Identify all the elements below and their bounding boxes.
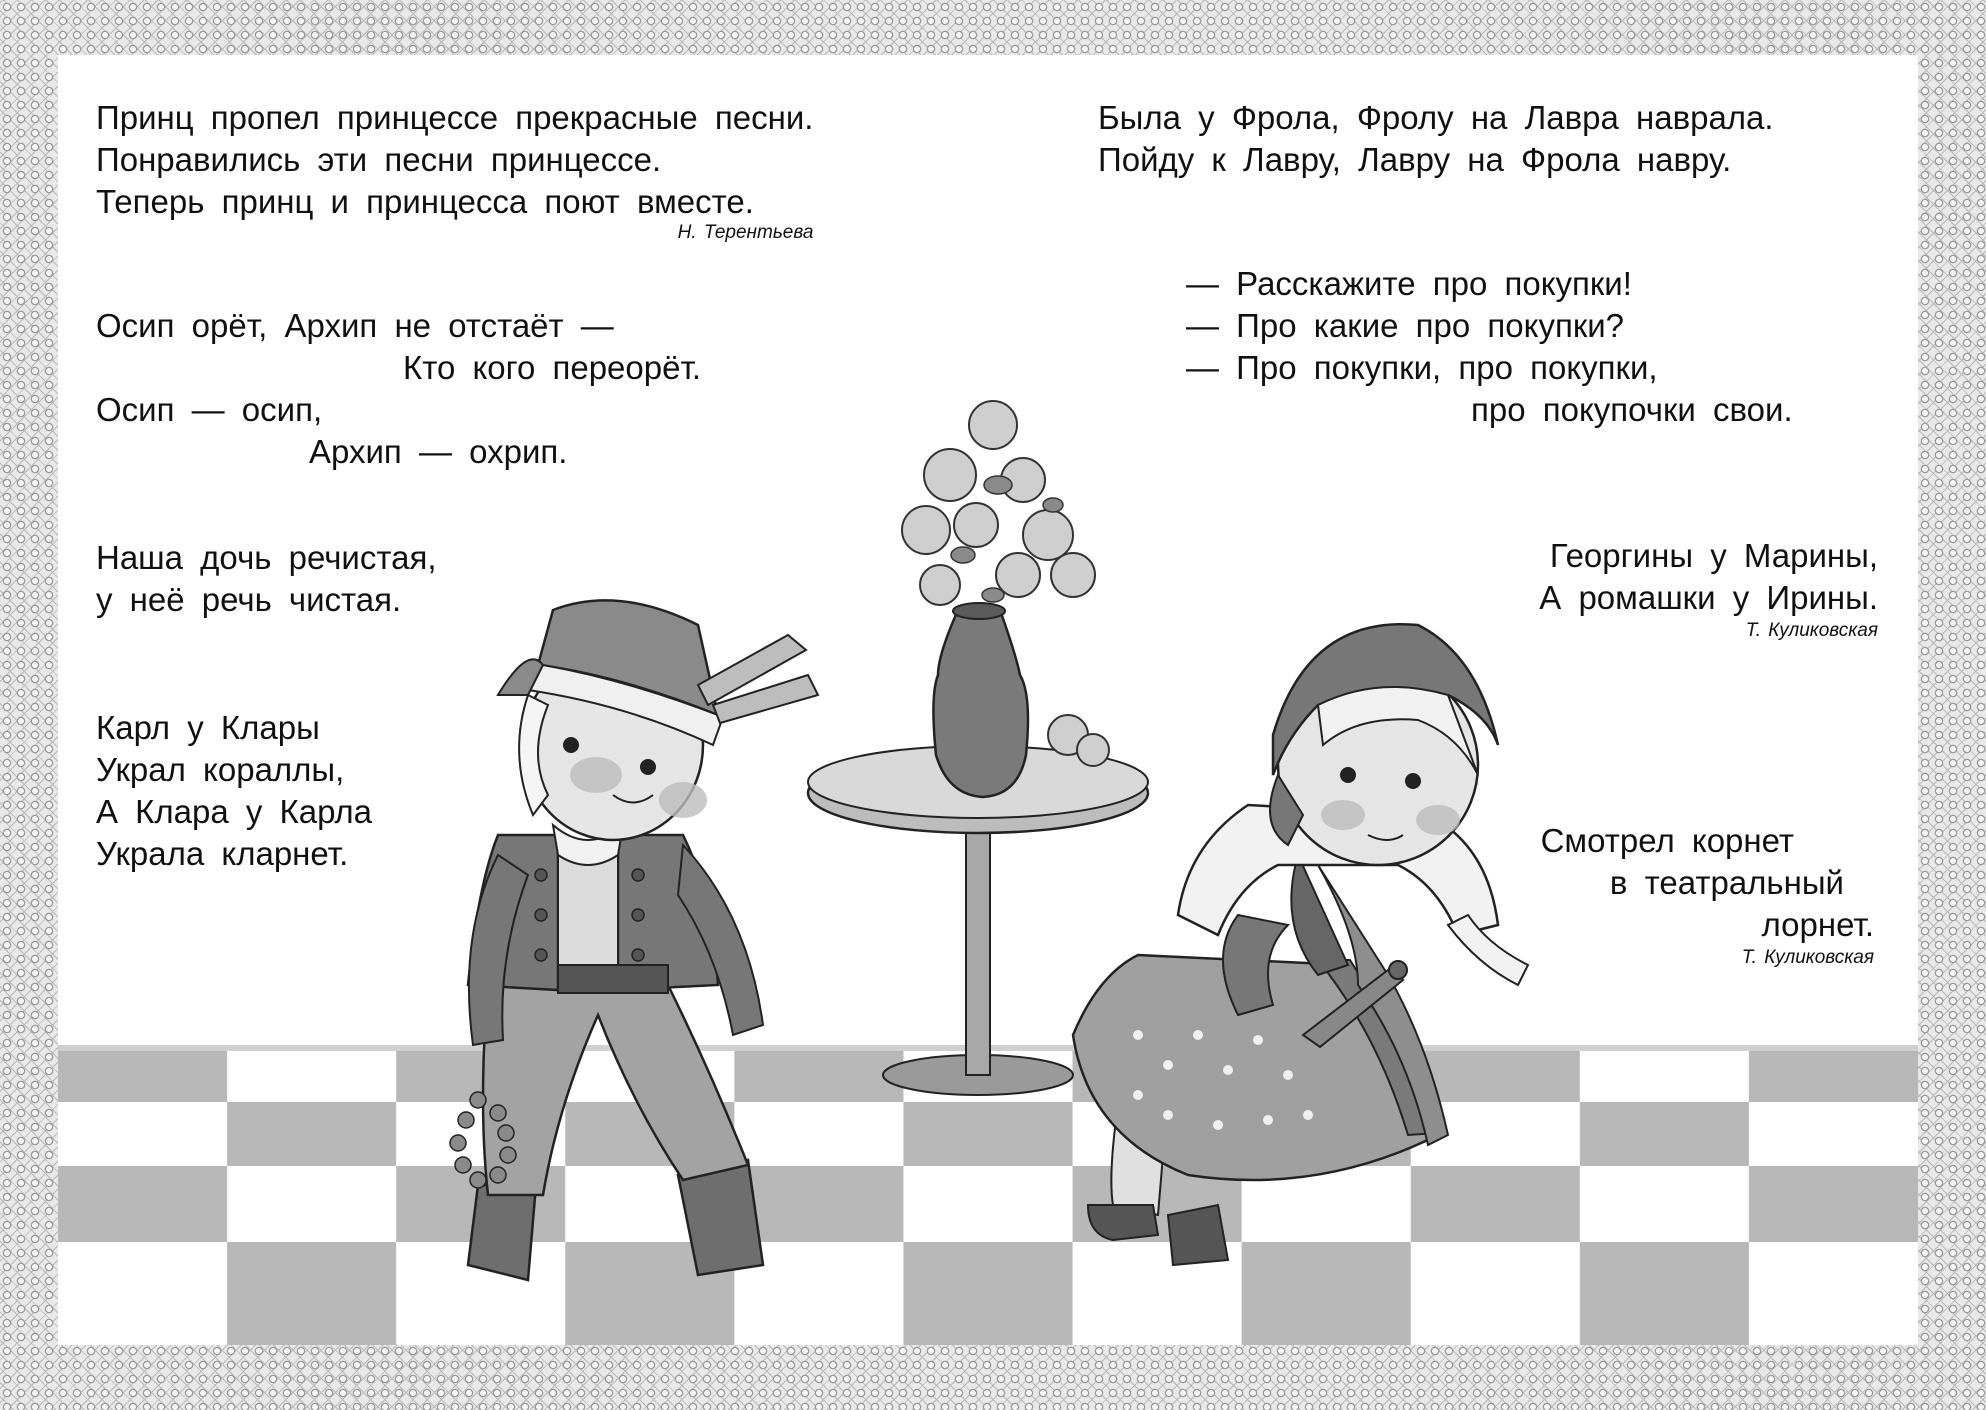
verse-line: в театральный	[1609, 864, 1844, 901]
verse-line: Георгины у Марины,	[1549, 537, 1878, 574]
verse-line: Была у Фрола, Фролу на Лавра наврала.	[1098, 99, 1774, 136]
verse-cornet	[1541, 820, 1874, 970]
verse-author: Т. Куликовская	[1745, 620, 1878, 641]
verse-line: Карл у Клары	[96, 709, 320, 746]
verse-line: лорнет.	[1761, 906, 1874, 943]
verse-line: про покупочки свои.	[1471, 391, 1793, 428]
illustration	[58, 55, 1918, 1345]
boy	[450, 600, 818, 1280]
verse-line: Теперь принц и принцесса поют вместе.	[96, 183, 754, 220]
verse-author: Т. Куликовская	[1741, 947, 1874, 968]
girl	[1073, 624, 1528, 1265]
verse-line: — Про покупки, про покупки,	[1186, 349, 1658, 386]
verse-line: Пойду к Лавру, Лавру на Фрола навру.	[1098, 141, 1732, 178]
verse-line: — Расскажите про покупки!	[1186, 265, 1632, 302]
verse-line: — Про какие про покупки?	[1186, 307, 1625, 344]
verse-line: А ромашки у Ирины.	[1539, 579, 1878, 616]
verse-daughter	[96, 537, 437, 621]
verse-line: Понравились эти песни принцессе.	[96, 141, 662, 178]
verse-karl	[96, 707, 372, 875]
verse-osip	[96, 305, 701, 473]
verse-line: Наша дочь речистая,	[96, 539, 437, 576]
verse-line: Осип орёт, Архип не отстаёт —	[96, 307, 614, 344]
verse-line: Украл кораллы,	[96, 751, 345, 788]
verse-prince	[96, 97, 813, 245]
verse-line: Смотрел корнет	[1540, 822, 1794, 859]
verse-author: Н. Терентьева	[677, 222, 814, 243]
flower-vase	[902, 401, 1109, 797]
verse-line: А Клара у Карла	[96, 793, 372, 830]
verse-dahlias	[1539, 535, 1878, 643]
verse-line: Украла кларнет.	[96, 835, 349, 872]
verse-frol	[1098, 97, 1774, 181]
verse-line: Осип — осип,	[96, 391, 323, 428]
verse-line: Кто кого переорёт.	[403, 349, 702, 386]
verse-purchases	[1186, 263, 1793, 431]
verse-line: Принц пропел принцессе прекрасные песни.	[96, 99, 814, 136]
verse-line: Архип — охрип.	[309, 433, 568, 470]
book-page	[58, 55, 1918, 1345]
verse-line: у неё речь чистая.	[96, 581, 402, 618]
